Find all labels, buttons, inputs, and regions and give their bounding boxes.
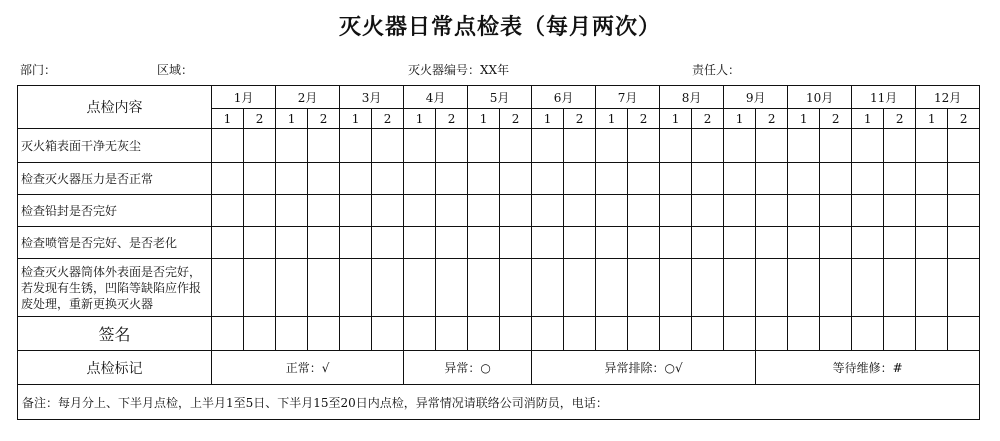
check-cell[interactable] <box>756 259 788 317</box>
second-half-header: 2 <box>820 109 852 129</box>
check-cell[interactable] <box>212 259 244 317</box>
page-title: 灭火器日常点检表（每月两次） <box>338 15 661 40</box>
check-cell[interactable] <box>724 195 756 227</box>
check-cell[interactable] <box>852 227 884 259</box>
check-cell[interactable] <box>916 129 948 163</box>
second-half-header: 2 <box>628 109 660 129</box>
signature-cell[interactable] <box>564 317 596 351</box>
check-cell[interactable] <box>788 227 820 259</box>
check-cell[interactable] <box>532 195 564 227</box>
first-half-header: 1 <box>468 109 500 129</box>
first-half-header: 1 <box>660 109 692 129</box>
check-cell[interactable] <box>436 259 468 317</box>
mark-pending: 等待维修：# <box>756 351 980 385</box>
month-header: 11月 <box>852 86 916 109</box>
signature-cell[interactable] <box>244 317 276 351</box>
first-half-header: 1 <box>404 109 436 129</box>
inspection-item: 检查灭火器筒体外表面是否完好，若发现有生锈，凹陷等缺陷应作报废处理，重新更换灭火器 <box>18 259 212 317</box>
mark-label: 点检标记 <box>18 351 212 385</box>
signature-label: 签名 <box>18 317 212 351</box>
check-cell[interactable] <box>372 259 404 317</box>
check-cell[interactable] <box>628 163 660 195</box>
check-cell[interactable] <box>468 259 500 317</box>
check-cell[interactable] <box>404 129 436 163</box>
first-half-header: 1 <box>276 109 308 129</box>
signature-cell[interactable] <box>212 317 244 351</box>
check-cell[interactable] <box>276 163 308 195</box>
check-cell[interactable] <box>564 163 596 195</box>
check-cell[interactable] <box>532 163 564 195</box>
check-cell[interactable] <box>820 129 852 163</box>
check-cell[interactable] <box>756 163 788 195</box>
check-cell[interactable] <box>628 259 660 317</box>
first-half-header: 1 <box>596 109 628 129</box>
check-cell[interactable] <box>212 195 244 227</box>
month-header-row <box>18 86 980 109</box>
check-cell[interactable] <box>436 163 468 195</box>
check-cell[interactable] <box>436 129 468 163</box>
signature-cell[interactable] <box>372 317 404 351</box>
month-header: 7月 <box>596 86 660 109</box>
month-header: 5月 <box>468 86 532 109</box>
signature-cell[interactable] <box>436 317 468 351</box>
signature-cell[interactable] <box>596 317 628 351</box>
signature-cell[interactable] <box>500 317 532 351</box>
signature-cell[interactable] <box>916 317 948 351</box>
check-cell[interactable] <box>852 259 884 317</box>
check-cell[interactable] <box>244 259 276 317</box>
check-cell[interactable] <box>948 129 980 163</box>
month-header: 4月 <box>404 86 468 109</box>
second-half-header: 2 <box>436 109 468 129</box>
check-cell[interactable] <box>916 163 948 195</box>
first-half-header: 1 <box>852 109 884 129</box>
month-header: 10月 <box>788 86 852 109</box>
second-half-header: 2 <box>884 109 916 129</box>
first-half-header: 1 <box>788 109 820 129</box>
check-cell[interactable] <box>404 259 436 317</box>
signature-cell[interactable] <box>724 317 756 351</box>
check-cell[interactable] <box>820 259 852 317</box>
first-half-header: 1 <box>340 109 372 129</box>
responsible-person-label: 责任人： <box>692 63 741 77</box>
check-cell[interactable] <box>532 259 564 317</box>
area-label: 区域： <box>157 63 194 77</box>
check-cell[interactable] <box>692 259 724 317</box>
check-cell[interactable] <box>948 227 980 259</box>
check-cell[interactable] <box>308 227 340 259</box>
check-cell[interactable] <box>244 129 276 163</box>
check-cell[interactable] <box>404 195 436 227</box>
check-cell[interactable] <box>916 227 948 259</box>
check-cell[interactable] <box>724 259 756 317</box>
check-cell[interactable] <box>276 227 308 259</box>
signature-cell[interactable] <box>628 317 660 351</box>
check-cell[interactable] <box>692 227 724 259</box>
second-half-header: 2 <box>308 109 340 129</box>
check-cell[interactable] <box>692 195 724 227</box>
mark-legend-row <box>18 351 980 385</box>
inspection-item: 灭火箱表面干净无灰尘 <box>18 129 212 163</box>
check-cell[interactable] <box>660 163 692 195</box>
check-cell[interactable] <box>308 163 340 195</box>
check-cell[interactable] <box>244 163 276 195</box>
check-cell[interactable] <box>628 129 660 163</box>
check-cell[interactable] <box>948 163 980 195</box>
first-half-header: 1 <box>916 109 948 129</box>
month-header: 9月 <box>724 86 788 109</box>
check-cell[interactable] <box>564 195 596 227</box>
month-header: 6月 <box>532 86 596 109</box>
extinguisher-number-label: 灭火器编号：XX年 <box>408 63 510 77</box>
second-half-header: 2 <box>756 109 788 129</box>
inspection-item: 检查喷管是否完好、是否老化 <box>18 227 212 259</box>
check-cell[interactable] <box>372 163 404 195</box>
check-cell[interactable] <box>372 129 404 163</box>
second-half-header: 2 <box>244 109 276 129</box>
check-cell[interactable] <box>788 129 820 163</box>
signature-cell[interactable] <box>660 317 692 351</box>
signature-cell[interactable] <box>884 317 916 351</box>
check-cell[interactable] <box>468 195 500 227</box>
content-header: 点检内容 <box>18 86 212 129</box>
check-cell[interactable] <box>372 227 404 259</box>
check-cell[interactable] <box>756 227 788 259</box>
check-cell[interactable] <box>660 227 692 259</box>
check-cell[interactable] <box>756 129 788 163</box>
mark-abnormal: 异常：○ <box>404 351 532 385</box>
check-cell[interactable] <box>724 227 756 259</box>
signature-cell[interactable] <box>948 317 980 351</box>
table-row <box>18 195 980 227</box>
check-cell[interactable] <box>308 259 340 317</box>
check-cell[interactable] <box>340 195 372 227</box>
check-cell[interactable] <box>468 227 500 259</box>
check-cell[interactable] <box>596 227 628 259</box>
check-cell[interactable] <box>852 163 884 195</box>
check-cell[interactable] <box>884 129 916 163</box>
check-cell[interactable] <box>660 129 692 163</box>
check-cell[interactable] <box>596 163 628 195</box>
signature-cell[interactable] <box>788 317 820 351</box>
check-cell[interactable] <box>340 259 372 317</box>
check-cell[interactable] <box>756 195 788 227</box>
mark-resolved: 异常排除：○√ <box>532 351 756 385</box>
month-header: 1月 <box>212 86 276 109</box>
check-cell[interactable] <box>276 259 308 317</box>
first-half-header: 1 <box>724 109 756 129</box>
inspection-item: 检查铅封是否完好 <box>18 195 212 227</box>
check-cell[interactable] <box>244 227 276 259</box>
check-cell[interactable] <box>468 163 500 195</box>
check-cell[interactable] <box>276 195 308 227</box>
first-half-header: 1 <box>212 109 244 129</box>
check-cell[interactable] <box>884 227 916 259</box>
signature-cell[interactable] <box>308 317 340 351</box>
check-cell[interactable] <box>692 163 724 195</box>
check-cell[interactable] <box>660 259 692 317</box>
check-cell[interactable] <box>340 227 372 259</box>
inspection-item: 检查灭火器压力是否正常 <box>18 163 212 195</box>
signature-cell[interactable] <box>276 317 308 351</box>
signature-cell[interactable] <box>532 317 564 351</box>
check-cell[interactable] <box>500 259 532 317</box>
signature-cell[interactable] <box>468 317 500 351</box>
signature-cell[interactable] <box>756 317 788 351</box>
second-half-header: 2 <box>948 109 980 129</box>
month-header: 3月 <box>340 86 404 109</box>
second-half-header: 2 <box>500 109 532 129</box>
check-cell[interactable] <box>884 259 916 317</box>
check-cell[interactable] <box>788 163 820 195</box>
second-half-header: 2 <box>372 109 404 129</box>
signature-cell[interactable] <box>692 317 724 351</box>
check-cell[interactable] <box>596 129 628 163</box>
check-cell[interactable] <box>436 195 468 227</box>
check-cell[interactable] <box>564 227 596 259</box>
check-cell[interactable] <box>404 163 436 195</box>
month-header: 2月 <box>276 86 340 109</box>
table-row <box>18 129 980 163</box>
check-cell[interactable] <box>500 129 532 163</box>
check-cell[interactable] <box>596 195 628 227</box>
note-text: 备注：每月分上、下半月点检，上半月1至5日、下半月15至20日内点检，异常情况请联络公司消防员，电话： <box>18 385 980 420</box>
check-cell[interactable] <box>692 129 724 163</box>
table-row <box>18 163 980 195</box>
check-cell[interactable] <box>532 129 564 163</box>
check-cell[interactable] <box>500 195 532 227</box>
check-cell[interactable] <box>788 259 820 317</box>
second-half-header: 2 <box>692 109 724 129</box>
check-cell[interactable] <box>244 195 276 227</box>
check-cell[interactable] <box>820 163 852 195</box>
check-cell[interactable] <box>308 129 340 163</box>
check-cell[interactable] <box>724 163 756 195</box>
check-cell[interactable] <box>852 195 884 227</box>
signature-row <box>18 317 980 351</box>
check-cell[interactable] <box>788 195 820 227</box>
table-row <box>18 259 980 317</box>
department-label: 部门： <box>20 63 57 77</box>
check-cell[interactable] <box>276 129 308 163</box>
check-cell[interactable] <box>628 195 660 227</box>
check-cell[interactable] <box>436 227 468 259</box>
check-cell[interactable] <box>212 163 244 195</box>
check-cell[interactable] <box>820 195 852 227</box>
first-half-header: 1 <box>532 109 564 129</box>
check-cell[interactable] <box>340 129 372 163</box>
check-cell[interactable] <box>532 227 564 259</box>
signature-cell[interactable] <box>404 317 436 351</box>
check-cell[interactable] <box>884 163 916 195</box>
signature-cell[interactable] <box>820 317 852 351</box>
check-cell[interactable] <box>500 163 532 195</box>
check-cell[interactable] <box>468 129 500 163</box>
check-cell[interactable] <box>308 195 340 227</box>
check-cell[interactable] <box>628 227 660 259</box>
check-cell[interactable] <box>212 227 244 259</box>
check-cell[interactable] <box>660 195 692 227</box>
check-cell[interactable] <box>948 259 980 317</box>
check-cell[interactable] <box>852 129 884 163</box>
check-cell[interactable] <box>404 227 436 259</box>
month-header: 12月 <box>916 86 980 109</box>
mark-normal: 正常：√ <box>212 351 404 385</box>
check-cell[interactable] <box>820 227 852 259</box>
check-cell[interactable] <box>564 259 596 317</box>
check-cell[interactable] <box>372 195 404 227</box>
signature-cell[interactable] <box>340 317 372 351</box>
note-row <box>18 385 980 420</box>
check-cell[interactable] <box>564 129 596 163</box>
inspection-table <box>17 85 980 420</box>
check-cell[interactable] <box>596 259 628 317</box>
check-cell[interactable] <box>212 129 244 163</box>
check-cell[interactable] <box>500 227 532 259</box>
table-row <box>18 227 980 259</box>
check-cell[interactable] <box>916 195 948 227</box>
signature-cell[interactable] <box>852 317 884 351</box>
check-cell[interactable] <box>916 259 948 317</box>
check-cell[interactable] <box>948 195 980 227</box>
check-cell[interactable] <box>884 195 916 227</box>
check-cell[interactable] <box>724 129 756 163</box>
check-cell[interactable] <box>340 163 372 195</box>
month-header: 8月 <box>660 86 724 109</box>
second-half-header: 2 <box>564 109 596 129</box>
